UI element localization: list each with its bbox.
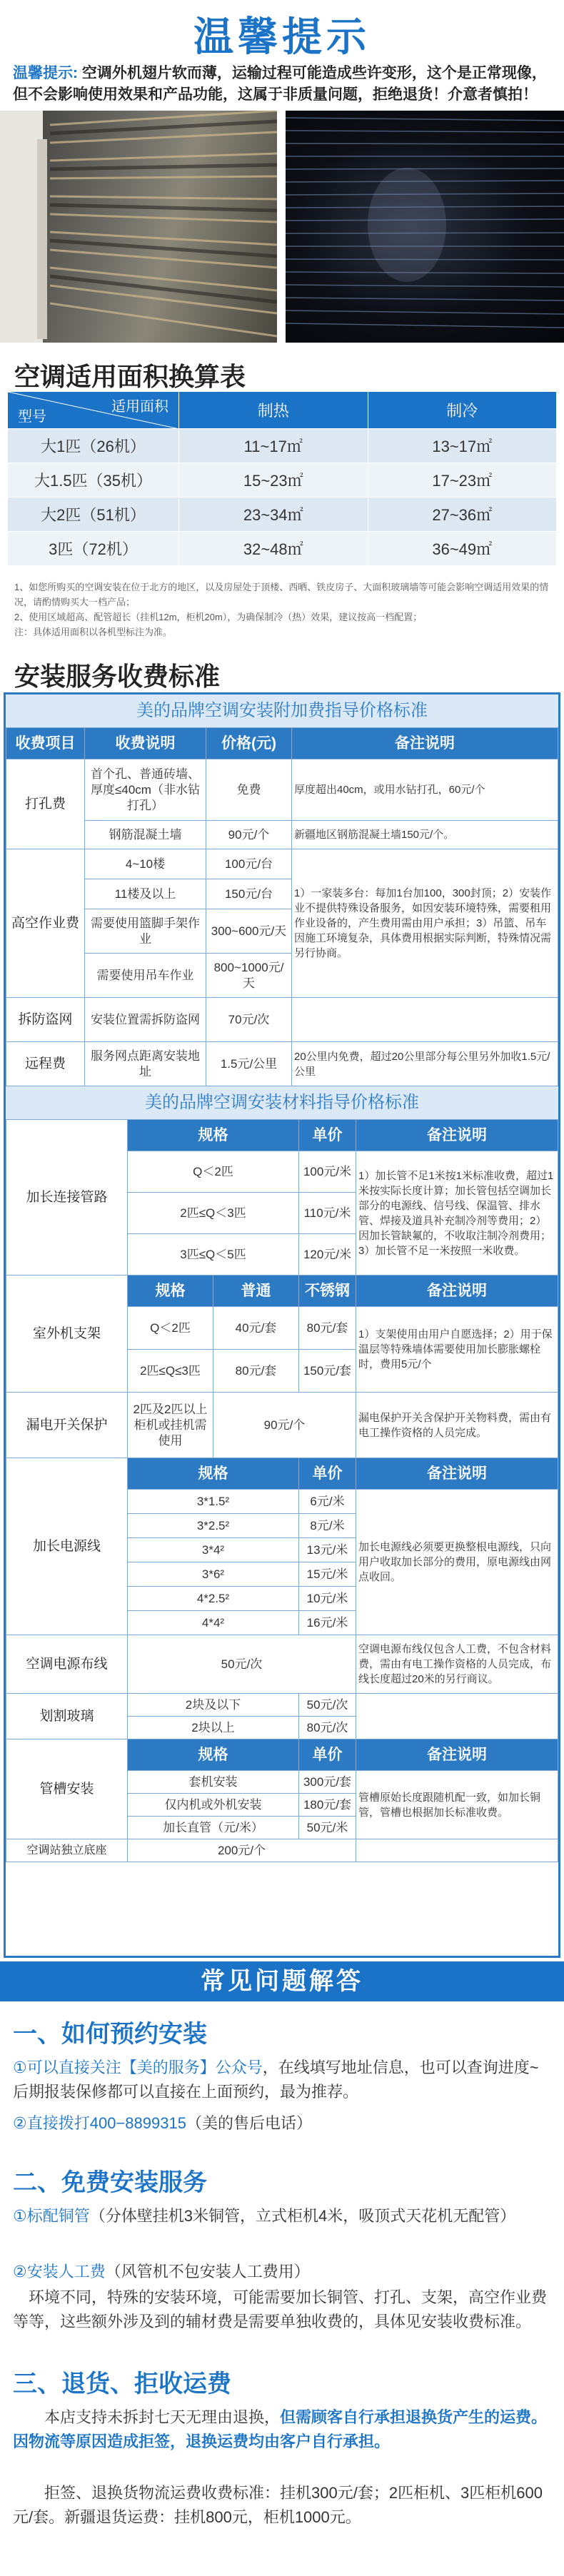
leak-name: 漏电开关保护: [6, 1393, 128, 1458]
bracket-normal: 80元/套: [213, 1350, 299, 1393]
duct-name: 管槽安装: [6, 1739, 128, 1839]
duct-col-price: 单价: [299, 1739, 356, 1771]
pipe-col-note: 备注说明: [356, 1120, 558, 1151]
faq-q2-p2-lead: ②安装人工费: [13, 2263, 106, 2280]
material-fee-table: [6, 1119, 558, 1862]
area-header-diagonal: [8, 392, 179, 429]
outdoor-fin-photo-left: [0, 111, 277, 343]
col-price: 价格(元): [206, 728, 292, 759]
drill-price-1: 免费: [206, 759, 292, 821]
leak-note: 漏电保护开关含保护开关物料费，需由有电工操作资格的人员完成。: [356, 1393, 558, 1458]
high-price: 800~1000元/天: [206, 954, 292, 998]
remote-price: 1.5元/公里: [206, 1042, 292, 1086]
faq-q2-p2: [13, 2260, 555, 2284]
power-name: 空调电源布线: [6, 1635, 128, 1694]
remote-fee-name: 远程费: [6, 1042, 85, 1086]
fin-lines-left: [0, 111, 277, 343]
wire-note: 加长电源线必须要更换整根电源线，只向用户收取加长部分的费用，原电源线由网点收回。: [356, 1490, 558, 1635]
area-heat: 23~34㎡: [179, 497, 368, 532]
faq-q1-p1-lead: ①可以直接关注【美的服务】公众号: [13, 2059, 263, 2076]
pipe-spec: 3匹≤Q＜5匹: [128, 1234, 299, 1276]
wire-price: 16元/米: [299, 1611, 356, 1635]
area-note-3: 注：具体适用面积以各机型标注为准。: [14, 627, 173, 637]
faq-banner: 常见问题解答: [0, 1961, 564, 2001]
col-desc: 收费说明: [85, 728, 206, 759]
area-table: [7, 391, 557, 566]
faq-q1-title: 一、如何预约安装: [13, 2021, 207, 2048]
glass-spec: 2块以上: [128, 1717, 299, 1739]
fee-band-additional: 美的品牌空调安装附加费指导价格标准: [6, 694, 558, 727]
faq-q2-p1: [13, 2204, 555, 2228]
fin-lines-right: [286, 111, 564, 343]
faq-q1-p2-lead: ②直接拨打400−8899315: [13, 2114, 186, 2132]
duct-price: 180元/套: [299, 1794, 356, 1817]
area-header-area: 适用面积: [111, 399, 168, 415]
bracket-steel: 80元/套: [299, 1307, 356, 1350]
stand-name: 空调站独立底座: [6, 1839, 128, 1862]
glass-price: 50元/次: [299, 1694, 356, 1717]
wire-col-spec: 规格: [128, 1458, 299, 1490]
faq-q1-p2: [13, 2111, 555, 2136]
stand-note: [356, 1839, 558, 1862]
wire-spec: 3*2.5²: [128, 1514, 299, 1538]
duct-spec: 套机安装: [128, 1771, 299, 1794]
outdoor-fin-photo-right: [286, 111, 564, 343]
power-price: 50元/次: [128, 1635, 356, 1694]
area-heat: 11~17㎡: [179, 429, 368, 463]
pipe-price: 120元/米: [299, 1234, 356, 1276]
col-note: 备注说明: [292, 728, 558, 759]
bracket-col-spec: 规格: [128, 1276, 213, 1307]
area-note-1: 1、如您所购买的空调安装在位于北方的地区，以及房屋处于顶楼、西晒、铁皮房子、大面积玻璃墙等可能会影响空调适用效果的情况，请酌情购买大一档产品；: [14, 582, 549, 607]
duct-price: 300元/套: [299, 1771, 356, 1794]
theft-note: [292, 998, 558, 1042]
area-model: 大1.5匹（35机）: [8, 463, 179, 497]
faq-q2-title: 二、免费安装服务: [13, 2169, 207, 2196]
table-row: [8, 429, 557, 463]
faq-q2-p1-rest: （分体壁挂机3米铜管，立式柜机4米，吸顶式天花机无配管）: [89, 2207, 516, 2225]
wire-price: 15元/米: [299, 1562, 356, 1587]
area-cool: 27~36㎡: [368, 497, 557, 532]
faq-q1-p1: [13, 2056, 555, 2104]
duct-spec: 仅内机或外机安装: [128, 1794, 299, 1817]
high-price: 100元/台: [206, 849, 292, 879]
duct-price: 50元/米: [299, 1817, 356, 1839]
theft-desc: 安装位置需拆防盗网: [85, 998, 206, 1042]
table-row: [8, 532, 557, 566]
area-notes: [14, 580, 557, 640]
duct-note: 管槽原始长度跟随机配一致，如加长铜管，管槽也根据加长标准收费。: [356, 1771, 558, 1839]
wire-spec: 3*4²: [128, 1538, 299, 1562]
area-model: 大2匹（51机）: [8, 497, 179, 532]
pipe-spec: 2匹≤Q＜3匹: [128, 1193, 299, 1234]
warning-title: 温馨提示: [193, 14, 371, 59]
wire-price: 6元/米: [299, 1490, 356, 1514]
high-price: 150元/台: [206, 879, 292, 909]
wire-col-price: 单价: [299, 1458, 356, 1490]
drill-note-2: 新疆地区钢筋混凝土墙150元/个。: [292, 821, 558, 849]
bracket-steel: 150元/套: [299, 1350, 356, 1393]
pipe-price: 100元/米: [299, 1151, 356, 1193]
duct-spec: 加长直管（元/米）: [128, 1817, 299, 1839]
area-cool: 13~17㎡: [368, 429, 557, 463]
warning-label: 温馨提示:: [13, 65, 78, 81]
area-heat: 15~23㎡: [179, 463, 368, 497]
area-table-title: 空调适用面积换算表: [14, 362, 246, 391]
glass-note: [356, 1694, 558, 1739]
fee-box: [4, 692, 560, 1958]
area-header-model: 型号: [18, 409, 46, 425]
wire-spec: 4*4²: [128, 1611, 299, 1635]
wire-name: 加长电源线: [6, 1458, 128, 1635]
warning-text: [13, 63, 553, 106]
wire-spec: 4*2.5²: [128, 1587, 299, 1611]
bracket-note: 1）支架使用由用户自愿选择；2）用于保温层等特殊墙体需要使用加长膨胀螺栓时，费用5元/个: [356, 1307, 558, 1393]
table-row: [8, 463, 557, 497]
bracket-spec: 2匹≤Q≤3匹: [128, 1350, 213, 1393]
glass-name: 划割玻璃: [6, 1694, 128, 1739]
area-heat: 32~48㎡: [179, 532, 368, 566]
drill-price-2: 90元/个: [206, 821, 292, 849]
stand-price: 200元/个: [128, 1839, 356, 1862]
wire-spec: 3*6²: [128, 1562, 299, 1587]
drill-note-1: 厚度超出40cm，或用水钻打孔，60元/个: [292, 759, 558, 821]
high-note: 1）一家装多台：每加1台加100，300封顶；2）安装作业不提供特殊设备服务，如因安装环境特殊，需要租用作业设备的，产生费用需由用户承担；3）吊篮、吊车因施工环境复杂，具体费用根据实际判断，特殊情况需另行协商。: [292, 849, 558, 998]
area-model: 大1匹（26机）: [8, 429, 179, 463]
power-note: 空调电源布线仅包含人工费，不包含材料费，需由有电工操作资格的人员完成，布线长度超过20米的另行商议。: [356, 1635, 558, 1694]
theft-price: 70元/次: [206, 998, 292, 1042]
col-item: 收费项目: [6, 728, 85, 759]
high-price: 300~600元/天: [206, 909, 292, 954]
high-desc: 需要使用篮脚手架作业: [85, 909, 206, 954]
glass-spec: 2块及以下: [128, 1694, 299, 1717]
high-desc: 4~10楼: [85, 849, 206, 879]
pipe-spec: Q＜2匹: [128, 1151, 299, 1193]
drill-desc-2: 钢筋混凝土墙: [85, 821, 206, 849]
area-cool: 17~23㎡: [368, 463, 557, 497]
glass-price: 80元/次: [299, 1717, 356, 1739]
duct-col-spec: 规格: [128, 1739, 299, 1771]
bracket-spec: Q＜2匹: [128, 1307, 213, 1350]
pipe-name: 加长连接管路: [6, 1120, 128, 1276]
duct-col-note: 备注说明: [356, 1739, 558, 1771]
area-model: 3匹（72机）: [8, 532, 179, 566]
bracket-col-normal: 普通: [213, 1276, 299, 1307]
wire-spec: 3*1.5²: [128, 1490, 299, 1514]
high-desc: 需要使用吊车作业: [85, 954, 206, 998]
faq-q2-p1-lead: ①标配铜管: [13, 2207, 90, 2225]
faq-q3-p1-a: 本店支持未拆封七天无理由退换，: [44, 2408, 281, 2426]
bracket-name: 室外机支架: [6, 1276, 128, 1393]
pipe-col-price: 单价: [299, 1120, 356, 1151]
warning-body: 空调外机翅片软而薄，运输过程可能造成些许变形，这个是正常现像，但不会影响使用效果和产品功能，这属于非质量问题，拒绝退货！介意者慎拍！: [13, 65, 547, 103]
faq-q3-p1-b: 但需顾客自行承担退换货产生的运费。因物流等原因造成拒签，退换运费均由客户自行承担。: [13, 2408, 548, 2450]
area-header-cool: 制冷: [368, 392, 557, 429]
bracket-normal: 40元/套: [213, 1307, 299, 1350]
leak-desc: 2匹及2匹以上柜机或挂机需使用: [128, 1393, 213, 1458]
faq-q2-p3: 环境不同，特殊的安装环境，可能需要加长铜管、打孔、支架，高空作业费 等等，这些额外涉及到的辅材费是需要单独收费的，具体见安装收费标准。: [13, 2288, 563, 2330]
wire-col-note: 备注说明: [356, 1458, 558, 1490]
faq-q3-p2: 拒签、退换货物流运费收费标准：挂机300元/套；2匹柜机、3匹柜机600元/套。新疆退货运费：挂机800元，柜机1000元。: [13, 2484, 543, 2526]
wire-price: 8元/米: [299, 1514, 356, 1538]
remote-note: 20公里内免费，超过20公里部分每公里另外加收1.5元/公里: [292, 1042, 558, 1086]
bracket-col-note: 备注说明: [356, 1276, 558, 1307]
high-fee-name: 高空作业费: [6, 849, 85, 998]
fee-band-material: 美的品牌空调安装材料指导价格标准: [6, 1086, 558, 1119]
theft-fee-name: 拆防盗网: [6, 998, 85, 1042]
wire-price: 10元/米: [299, 1587, 356, 1611]
pipe-col-spec: 规格: [128, 1120, 299, 1151]
area-cool: 36~49㎡: [368, 532, 557, 566]
faq-q1-p2-rest: （美的售后电话）: [186, 2114, 312, 2132]
faq-q1-p1-rest: ，在线填写地址信息，也可以查询进度~ 后期报装保修都可以直接在上面预约，最为推荐。: [13, 2059, 539, 2101]
pipe-price: 110元/米: [299, 1193, 356, 1234]
faq-q2-p2-rest: （风管机不包安装人工费用）: [105, 2263, 310, 2280]
bracket-col-steel: 不锈钢: [299, 1276, 356, 1307]
wire-price: 13元/米: [299, 1538, 356, 1562]
faq-q3-p1: [13, 2405, 555, 2454]
drill-desc-1: 首个孔、普通砖墙、厚度≤40cm（非水钻打孔）: [85, 759, 206, 821]
leak-price: 90元/个: [213, 1393, 356, 1458]
remote-desc: 服务网点距离安装地址: [85, 1042, 206, 1086]
area-note-2: 2、使用区域超高、配管超长（挂机12m，柜机20m），为确保制冷（热）效果，建议按高一档配置；: [14, 612, 423, 622]
additional-fee-table: [6, 727, 558, 1086]
drill-fee-name: 打孔费: [6, 759, 85, 849]
faq-q3-title: 三、退货、拒收运费: [13, 2370, 231, 2398]
high-desc: 11楼及以上: [85, 879, 206, 909]
pipe-note: 1）加长管不足1米按1米标准收费，超过1米按实际长度计算；加长管包括空调加长部分的电源线、信号线、保温管、排水管、焊接及道具补充制冷剂等费用；2）因加长管缺氟的，不收取注制冷剂费用；3）加长管不足一米按照一米收费。: [356, 1151, 558, 1276]
fee-title: 安装服务收费标准: [14, 662, 221, 691]
area-header-heat: 制热: [179, 392, 368, 429]
table-row: [8, 497, 557, 532]
